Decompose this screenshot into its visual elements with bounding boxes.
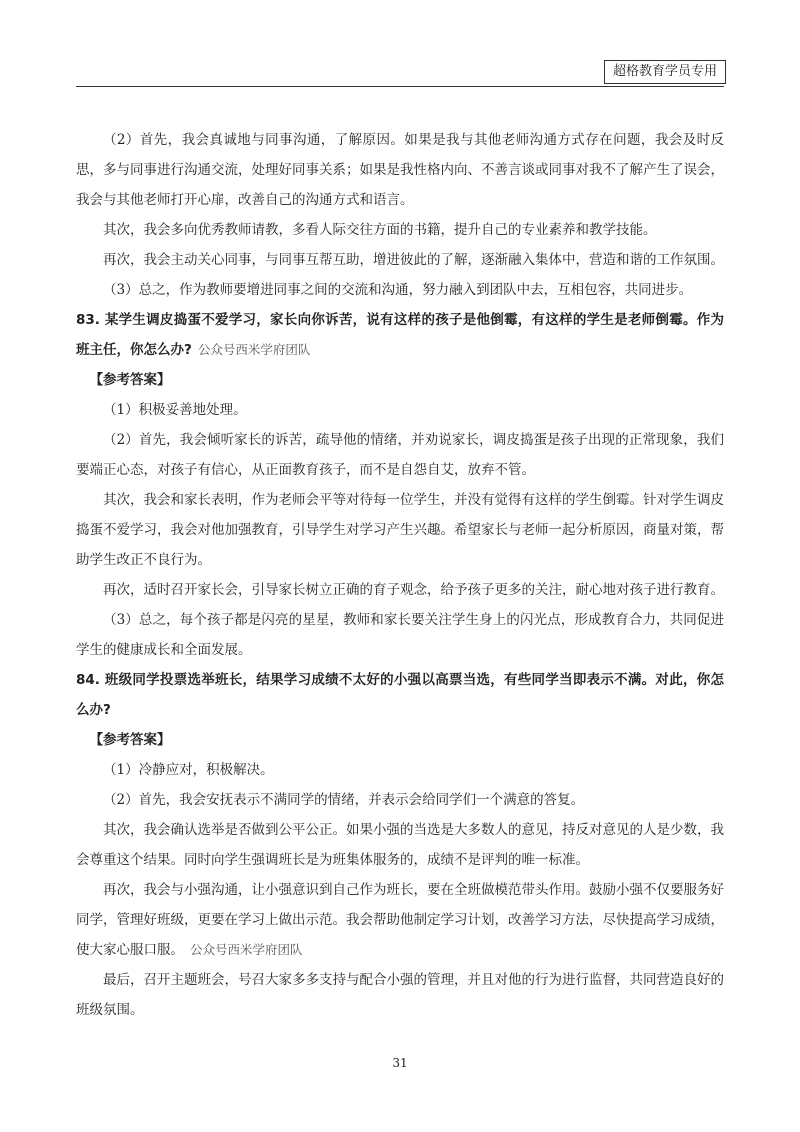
document-body	[76, 125, 724, 1025]
paragraph	[76, 875, 724, 965]
paragraph: 再次，我会主动关心同事，与同事互帮互助，增进彼此的了解，逐渐融入集体中，营造和谐的工作氛围。	[103, 252, 724, 268]
paragraph: （3）总之，作为教师要增进同事之间的交流和沟通，努力融入到团队中去，互相包容，共同进步。	[103, 282, 693, 298]
paragraph: 其次，我会多向优秀教师请教，多看人际交往方面的书籍，提升自己的专业素养和教学技能。	[103, 222, 657, 238]
paragraph: 其次，我会确认选举是否做到公平公正。如果小强的当选是大多数人的意见，持反对意见的人是少数，我会尊重这个结果。同时向学生强调班长是为班集体服务的，成绩不是评判的唯一标准。	[76, 822, 724, 868]
paragraph: （3）总之，每个孩子都是闪亮的星星，教师和家长要关注学生身上的闪光点，形成教育合力，共同促进学生的健康成长和全面发展。	[76, 612, 724, 658]
page-number: 31	[392, 1056, 408, 1070]
paragraph: 其次，我会和家长表明，作为老师会平等对待每一位学生，并没有觉得有这样的学生倒霉。针对学生调皮捣蛋不爱学习，我会对他加强教育，引导学生对学习产生兴趣。希望家长与老师一起分析原因，商量对策，帮助学生改正不良行为。	[76, 492, 724, 568]
question-84: 84. 班级同学投票选举班长，结果学习成绩不太好的小强以高票当选，有些同学当即表示不满。对此，你怎么办?	[76, 672, 724, 718]
paragraph: （1）积极妥善地处理。	[103, 402, 247, 418]
paragraph: （2）首先，我会安抚表示不满同学的情绪，并表示会给同学们一个满意的答复。	[103, 792, 585, 808]
answer-label: 【参考答案】	[89, 372, 171, 388]
question-83	[76, 305, 724, 365]
answer-label: 【参考答案】	[89, 732, 171, 748]
paragraph: （2）首先，我会真诚地与同事沟通，了解原因。如果是我与其他老师沟通方式存在问题，我会及时反思，多与同事进行沟通交流，处理好同事关系；如果是我性格内向、不善言谈或同事对我不了解产生了误会，我会与其他老师打开心扉，改善自己的沟通方式和语言。	[76, 132, 724, 208]
paragraph-text: 再次，我会与小强沟通，让小强意识到自己作为班长，要在全班做模范带头作用。鼓励小强不仅要服务好同学，管理好班级，更要在学习上做出示范。我会帮助他制定学习计划，改善学习方法，尽快提高学习成绩，使大家心服口服。	[76, 882, 724, 958]
paragraph: （2）首先，我会倾听家长的诉苦，疏导他的情绪，并劝说家长，调皮捣蛋是孩子出现的正常现象，我们要端正心态，对孩子有信心，从正面教育孩子，而不是自怨自艾，放弃不管。	[76, 432, 724, 478]
question-83-text: 83. 某学生调皮捣蛋不爱学习，家长向你诉苦，说有这样的孩子是他倒霉，有这样的学生是老师倒霉。作为班主任，你怎么办?	[76, 312, 724, 358]
paragraph: （1）冷静应对，积极解决。	[103, 762, 274, 778]
header-label: 超格教育学员专用	[604, 60, 726, 84]
watermark-text: 公众号西米学府团队	[197, 342, 311, 357]
header-rule	[76, 86, 724, 87]
watermark-text: 公众号西米学府团队	[190, 942, 303, 957]
paragraph: 最后，召开主题班会，号召大家多多支持与配合小强的管理，并且对他的行为进行监督，共同营造良好的班级氛围。	[76, 972, 724, 1018]
paragraph: 再次，适时召开家长会，引导家长树立正确的育子观念，给予孩子更多的关注，耐心地对孩子进行教育。	[103, 582, 724, 598]
